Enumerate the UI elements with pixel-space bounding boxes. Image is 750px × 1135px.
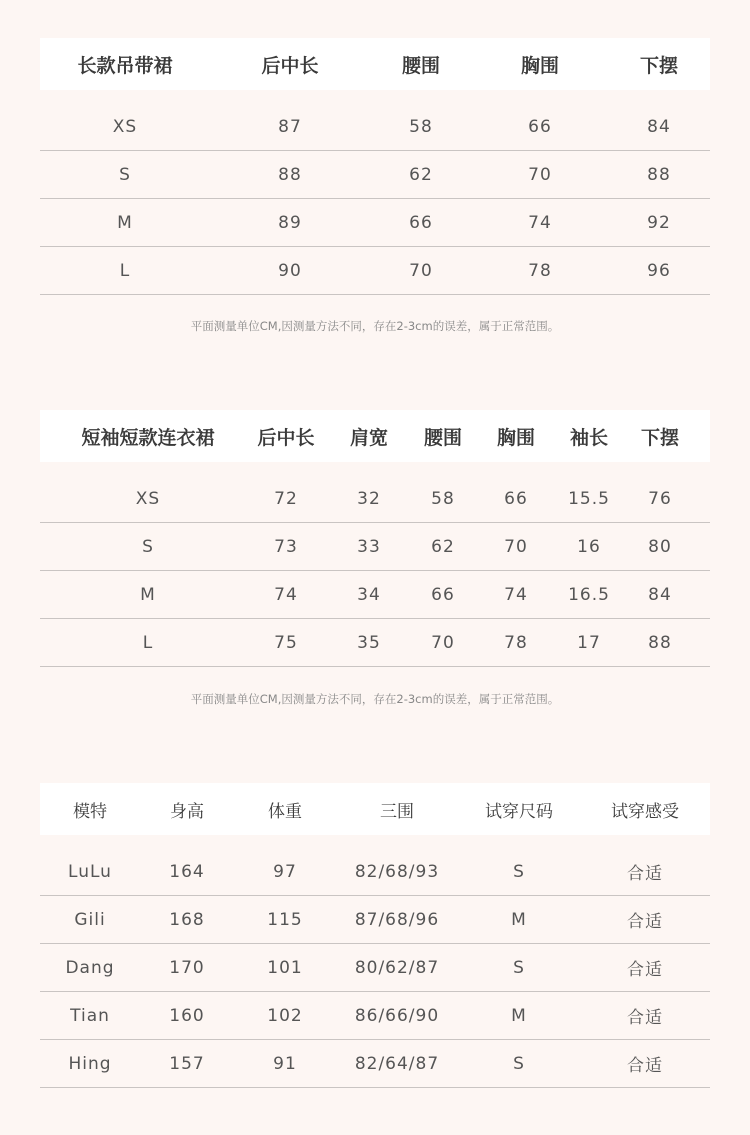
size-cell: S bbox=[142, 536, 154, 557]
value-cell: 84 bbox=[647, 116, 671, 137]
value-cell: 86/66/90 bbox=[354, 1005, 440, 1026]
value-cell: 33 bbox=[357, 536, 381, 557]
header-cell: 长款吊带裙 bbox=[77, 54, 173, 77]
value-cell: 16 bbox=[577, 536, 601, 557]
value-cell: S bbox=[513, 861, 525, 882]
value-cell: 75 bbox=[274, 632, 298, 653]
table-header bbox=[40, 410, 710, 462]
value-cell: 168 bbox=[169, 909, 205, 930]
table-row bbox=[40, 523, 710, 571]
value-cell: 66 bbox=[528, 116, 552, 137]
value-cell: 74 bbox=[274, 584, 298, 605]
table-row bbox=[40, 619, 710, 667]
table-row bbox=[40, 475, 710, 523]
value-cell: 72 bbox=[274, 488, 298, 509]
table-header bbox=[40, 783, 710, 835]
value-cell: M bbox=[511, 909, 527, 930]
value-cell: 88 bbox=[278, 164, 302, 185]
value-cell: S bbox=[513, 957, 525, 978]
header-cell: 体重 bbox=[268, 801, 302, 822]
value-cell: 89 bbox=[278, 212, 302, 233]
value-cell: 合适 bbox=[627, 912, 663, 932]
value-cell: 17 bbox=[577, 632, 601, 653]
value-cell: 80 bbox=[648, 536, 672, 557]
value-cell: 66 bbox=[431, 584, 455, 605]
table-row bbox=[40, 571, 710, 619]
value-cell: 15.5 bbox=[568, 488, 610, 509]
value-cell: 76 bbox=[648, 488, 672, 509]
model-name-cell: Gili bbox=[74, 909, 106, 930]
size-cell: L bbox=[142, 632, 154, 653]
value-cell: 73 bbox=[274, 536, 298, 557]
header-cell: 身高 bbox=[170, 801, 204, 822]
value-cell: 62 bbox=[431, 536, 455, 557]
model-name-cell: Hing bbox=[68, 1053, 112, 1074]
value-cell: 合适 bbox=[627, 1056, 663, 1076]
measurement-note: 平面测量单位CM,因测量方法不同，存在2-3cm的误差，属于正常范围。 bbox=[190, 692, 560, 706]
size-cell: L bbox=[119, 260, 131, 281]
value-cell: 164 bbox=[169, 861, 205, 882]
value-cell: 97 bbox=[273, 861, 297, 882]
value-cell: 96 bbox=[647, 260, 671, 281]
header-cell: 短袖短款连衣裙 bbox=[81, 426, 215, 449]
value-cell: 87/68/96 bbox=[354, 909, 440, 930]
size-cell: M bbox=[140, 584, 156, 605]
model-name-cell: Tian bbox=[70, 1005, 110, 1026]
header-cell: 肩宽 bbox=[349, 426, 388, 449]
model-name-cell: LuLu bbox=[68, 861, 112, 882]
value-cell: 70 bbox=[504, 536, 528, 557]
value-cell: 170 bbox=[169, 957, 205, 978]
value-cell: 合适 bbox=[627, 864, 663, 884]
size-cell: M bbox=[117, 212, 133, 233]
value-cell: 合适 bbox=[627, 1008, 663, 1028]
value-cell: 78 bbox=[528, 260, 552, 281]
model-name-cell: Dang bbox=[65, 957, 115, 978]
value-cell: 74 bbox=[528, 212, 552, 233]
table-row bbox=[40, 848, 710, 896]
value-cell: 87 bbox=[278, 116, 302, 137]
value-cell: 合适 bbox=[627, 960, 663, 980]
value-cell: 70 bbox=[409, 260, 433, 281]
table-row bbox=[40, 199, 710, 247]
table-row bbox=[40, 992, 710, 1040]
header-cell: 三围 bbox=[380, 801, 414, 822]
header-cell: 胸围 bbox=[496, 426, 535, 449]
size-table-short-sleeve-dress bbox=[40, 410, 710, 667]
value-cell: 32 bbox=[357, 488, 381, 509]
value-cell: S bbox=[513, 1053, 525, 1074]
value-cell: 78 bbox=[504, 632, 528, 653]
value-cell: 66 bbox=[504, 488, 528, 509]
header-cell: 后中长 bbox=[261, 54, 319, 77]
size-cell: XS bbox=[112, 116, 138, 137]
header-cell: 腰围 bbox=[423, 426, 462, 449]
size-cell: S bbox=[119, 164, 131, 185]
table-row bbox=[40, 103, 710, 151]
value-cell: 66 bbox=[409, 212, 433, 233]
value-cell: 16.5 bbox=[568, 584, 610, 605]
value-cell: 58 bbox=[431, 488, 455, 509]
value-cell: 62 bbox=[409, 164, 433, 185]
header-cell: 后中长 bbox=[257, 426, 315, 449]
value-cell: 91 bbox=[273, 1053, 297, 1074]
table-row bbox=[40, 944, 710, 992]
size-table-long-slip-dress bbox=[40, 38, 710, 295]
value-cell: 160 bbox=[169, 1005, 205, 1026]
size-cell: XS bbox=[135, 488, 161, 509]
table-row bbox=[40, 896, 710, 944]
model-fit-table bbox=[40, 783, 710, 1088]
value-cell: 84 bbox=[648, 584, 672, 605]
table-row bbox=[40, 151, 710, 199]
value-cell: M bbox=[511, 1005, 527, 1026]
measurement-note: 平面测量单位CM,因测量方法不同，存在2-3cm的误差，属于正常范围。 bbox=[190, 319, 560, 333]
value-cell: 90 bbox=[278, 260, 302, 281]
table-row bbox=[40, 247, 710, 295]
value-cell: 102 bbox=[267, 1005, 303, 1026]
value-cell: 70 bbox=[431, 632, 455, 653]
value-cell: 82/68/93 bbox=[354, 861, 440, 882]
table-header bbox=[40, 38, 710, 90]
value-cell: 70 bbox=[528, 164, 552, 185]
value-cell: 82/64/87 bbox=[354, 1053, 440, 1074]
header-cell: 下摆 bbox=[640, 426, 679, 449]
value-cell: 88 bbox=[647, 164, 671, 185]
value-cell: 80/62/87 bbox=[354, 957, 440, 978]
value-cell: 34 bbox=[357, 584, 381, 605]
header-cell: 胸围 bbox=[520, 54, 559, 77]
value-cell: 115 bbox=[267, 909, 303, 930]
value-cell: 58 bbox=[409, 116, 433, 137]
value-cell: 74 bbox=[504, 584, 528, 605]
value-cell: 88 bbox=[648, 632, 672, 653]
header-cell: 下摆 bbox=[639, 54, 678, 77]
header-cell: 试穿感受 bbox=[611, 801, 679, 822]
value-cell: 92 bbox=[647, 212, 671, 233]
header-cell: 试穿尺码 bbox=[485, 801, 553, 822]
table-row bbox=[40, 1040, 710, 1088]
value-cell: 157 bbox=[169, 1053, 205, 1074]
value-cell: 101 bbox=[267, 957, 303, 978]
header-cell: 模特 bbox=[73, 801, 107, 822]
value-cell: 35 bbox=[357, 632, 381, 653]
header-cell: 腰围 bbox=[401, 54, 440, 77]
header-cell: 袖长 bbox=[569, 426, 608, 449]
